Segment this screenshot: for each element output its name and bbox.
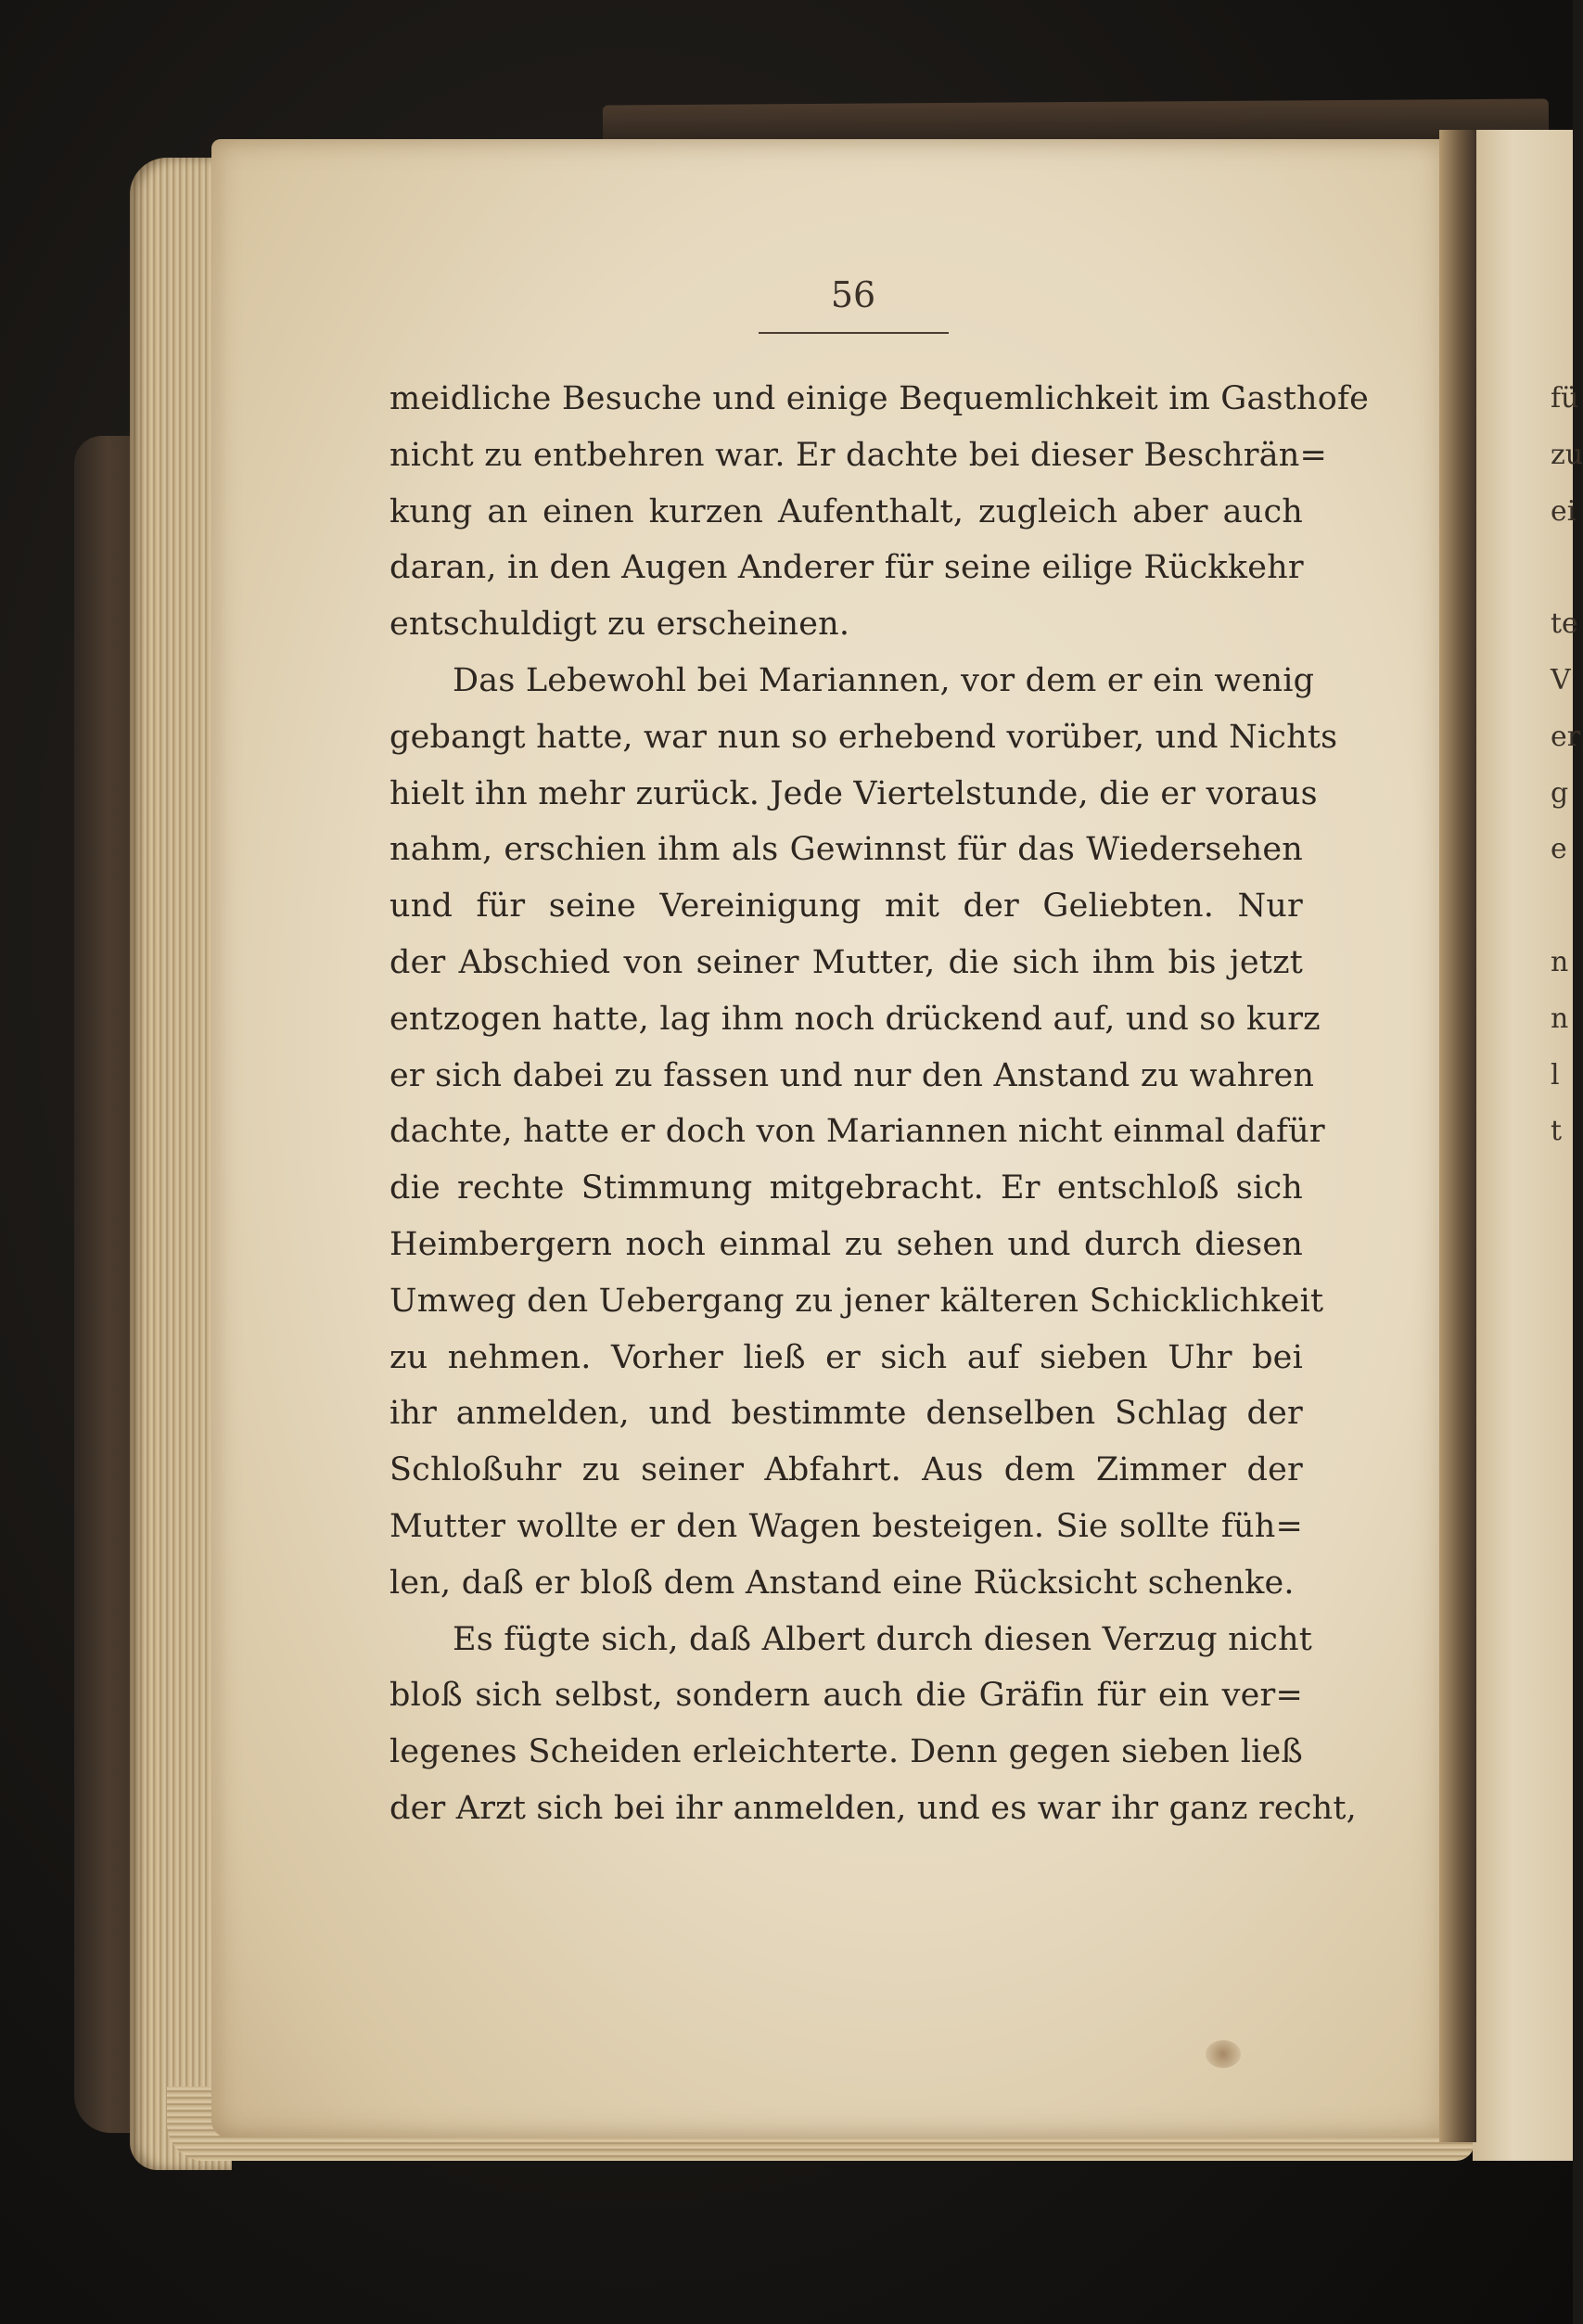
text-line: der Abschied von seiner Mutter, die sich ihm bis jetzt [389, 943, 1303, 981]
fragment: fü [1551, 382, 1579, 415]
fragment: te [1551, 607, 1578, 641]
fragment: V [1551, 663, 1571, 696]
text-line: legenes Scheiden erleichterte. Denn gegen sieben ließ [389, 1733, 1303, 1771]
text-line: der Arzt sich bei ihr anmelden, und es war ihr ganz recht, [389, 1789, 1357, 1827]
page-number: 56 [830, 275, 876, 315]
text-line: und für seine Vereinigung mit der Geliebten. Nur [389, 887, 1303, 926]
fragment: g [1551, 776, 1569, 810]
text-line: er sich dabei zu fassen und nur den Anstand zu wahren [389, 1056, 1315, 1094]
fragment [1551, 540, 1573, 596]
text-line: ihr anmelden, und bestimmte denselben Schlag der [389, 1395, 1303, 1433]
text-line: die rechte Stimmung mitgebracht. Er entschloß sich [389, 1169, 1303, 1207]
text-line: Heimbergern noch einmal zu sehen und durch diesen [389, 1225, 1303, 1263]
fragment: l [1551, 1058, 1560, 1092]
fragment [1551, 878, 1573, 935]
text-line: bloß sich selbst, sondern auch die Gräfin für ein ver= [389, 1677, 1303, 1715]
body-text [389, 371, 1370, 1837]
text-line: hielt ihn mehr zurück. Jede Viertelstunde, die er voraus [389, 774, 1318, 812]
text-line: kung an einen kurzen Aufenthalt, zugleich aber auch [389, 492, 1303, 530]
page-number-rule [759, 332, 949, 334]
text-line: Umweg den Uebergang zu jener kälteren Schicklichkeit [389, 1282, 1324, 1320]
text-line: len, daß er bloß dem Anstand eine Rücksicht schenke. [389, 1564, 1295, 1602]
fragment: zu [1551, 438, 1583, 471]
page-stain [1206, 2040, 1241, 2068]
fragment: n [1551, 945, 1569, 978]
text-line: nahm, erschien ihm als Gewinnst für das Wiedersehen [389, 831, 1303, 869]
fragment: e [1551, 833, 1567, 866]
text-line: nicht zu entbehren war. Er dachte bei dieser Beschrän= [389, 436, 1328, 474]
text-line: gebangt hatte, war nun so erhebend vorüber, und Nichts [389, 718, 1338, 756]
text-line: Es fügte sich, daß Albert durch diesen Verzug nicht [453, 1620, 1313, 1658]
book-gutter [1439, 130, 1476, 2142]
fragment: n [1551, 1002, 1569, 1035]
text-line: meidliche Besuche und einige Bequemlichkeit im Gasthofe [389, 380, 1370, 417]
text-line: daran, in den Augen Anderer für seine eilige Rückkehr [389, 549, 1304, 587]
text-line: entschuldigt zu erscheinen. [389, 606, 850, 644]
text-line: Schloßuhr zu seiner Abfahrt. Aus dem Zimmer der [389, 1451, 1303, 1489]
text-line: entzogen hatte, lag ihm noch drückend auf, und so kurz [389, 1000, 1321, 1038]
text-line: Mutter wollte er den Wagen besteigen. Sie sollte füh= [389, 1507, 1303, 1545]
fragment: t [1551, 1115, 1563, 1148]
fragment: er [1551, 720, 1581, 753]
fragment: ei [1551, 494, 1577, 528]
text-line: zu nehmen. Vorher ließ er sich auf sieben Uhr bei [389, 1338, 1303, 1376]
facing-page-text-fragments [1551, 371, 1583, 1160]
text-line: dachte, hatte er doch von Mariannen nicht einmal dafür [389, 1113, 1325, 1151]
text-line: Das Lebewohl bei Mariannen, vor dem er ein wenig [453, 661, 1315, 699]
